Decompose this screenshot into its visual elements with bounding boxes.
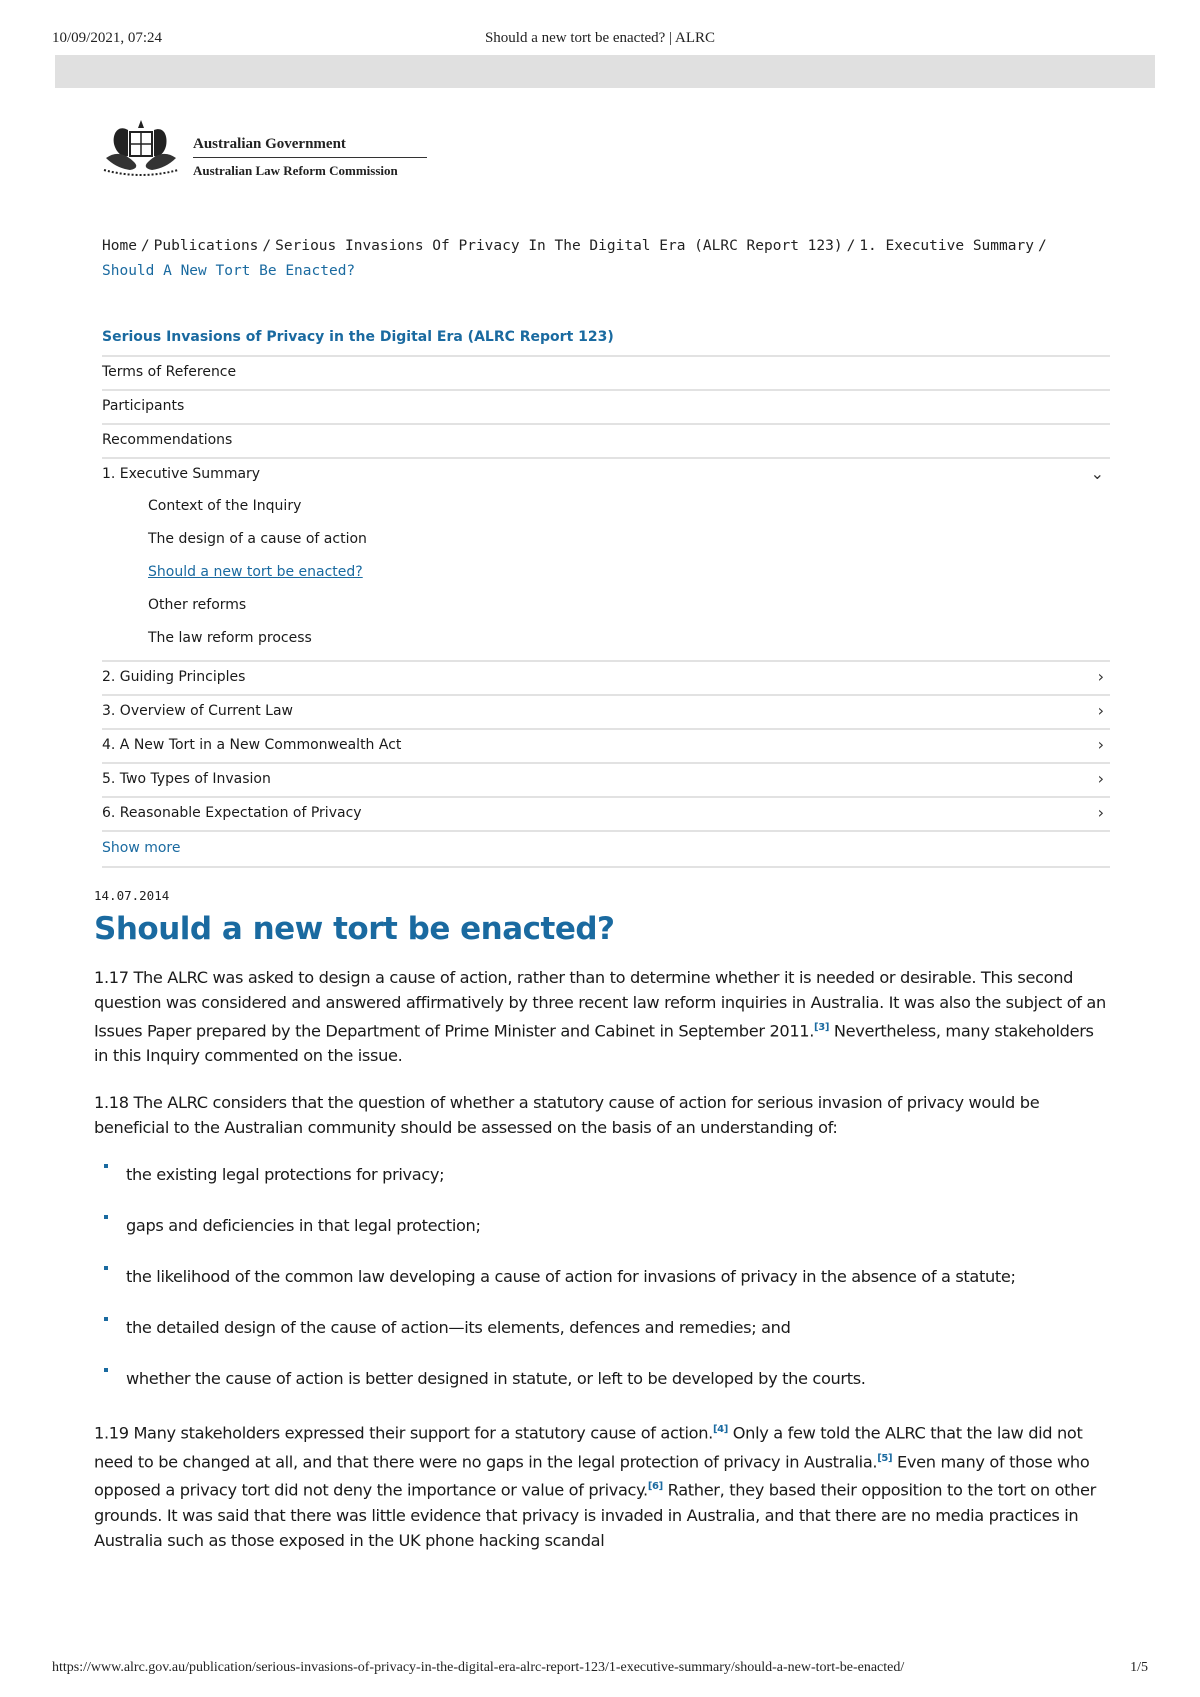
logo-commission: Australian Law Reform Commission	[193, 163, 398, 178]
list-item: gaps and deficiencies in that legal protection;	[94, 1213, 1110, 1238]
article	[94, 888, 1110, 1575]
nav-item-two-types[interactable]: 5. Two Types of Invasion ›	[102, 764, 1110, 798]
nav-subitem-context[interactable]: Context of the Inquiry	[148, 498, 302, 514]
paragraph-1-17: 1.17 The ALRC was asked to design a cause of action, rather than to determine whether it is needed or desirable. This second question was considered and answered affirmatively by three recent law reform inquiries in Australia. It was also the subject of an Issues Paper prepared by the Department of Prime Minister and Cabinet in September 2011.[3] Nevertheless, many stakeholders in this Inquiry commented on the issue.	[94, 968, 1106, 1066]
nav-item-executive-summary[interactable]: 1. Executive Summary ⌄	[102, 459, 1110, 491]
top-bar	[55, 55, 1155, 88]
paragraph-1-18: 1.18 The ALRC considers that the question of whether a statutory cause of action for serious invasion of privacy would be beneficial to the Australian community should be assessed on the basis of an understanding of:	[94, 1093, 1040, 1138]
chevron-right-icon[interactable]: ›	[1097, 735, 1104, 754]
nav-item-new-tort-act[interactable]: 4. A New Tort in a New Commonwealth Act ›	[102, 730, 1110, 764]
chevron-right-icon[interactable]: ›	[1097, 769, 1104, 788]
coat-of-arms-icon	[100, 118, 182, 180]
logo-divider	[193, 157, 427, 158]
nav-item-current-law[interactable]: 3. Overview of Current Law ›	[102, 696, 1110, 730]
breadcrumb-report[interactable]: Serious Invasions Of Privacy In The Digital Era (ALRC Report 123)	[275, 238, 843, 254]
nav-item-expectation[interactable]: 6. Reasonable Expectation of Privacy ›	[102, 798, 1110, 832]
footnote-link[interactable]: [5]	[877, 1452, 893, 1464]
chevron-right-icon[interactable]: ›	[1097, 803, 1104, 822]
article-date: 14.07.2014	[94, 888, 170, 903]
nav-item-terms[interactable]: Terms of Reference	[102, 357, 1110, 391]
nav-subitem-design[interactable]: The design of a cause of action	[148, 531, 367, 547]
print-url: https://www.alrc.gov.au/publication/serious-invasions-of-privacy-in-the-digital-era-alrc-report-123/1-executive-summary/should-a-new-tort-be-enacted/	[52, 1660, 905, 1675]
breadcrumb-home[interactable]: Home	[102, 238, 137, 254]
nav-subitem-law-reform-process[interactable]: The law reform process	[148, 630, 312, 646]
show-more-link[interactable]: Show more	[102, 832, 1110, 868]
page-title: Should a new tort be enacted?	[94, 911, 615, 947]
nav-item-participants[interactable]: Participants	[102, 391, 1110, 425]
print-title: Should a new tort be enacted? | ALRC	[484, 30, 716, 46]
print-page-number: 1/5	[1130, 1660, 1148, 1675]
footnote-link[interactable]: [3]	[814, 1022, 830, 1033]
criteria-list	[94, 1162, 1110, 1391]
list-item: the existing legal protections for privacy;	[94, 1162, 1110, 1187]
chevron-right-icon[interactable]: ›	[1097, 701, 1104, 720]
breadcrumb: Home / Publications / Serious Invasions Of Privacy In The Digital Era (ALRC Report 123) / 1. Executive Summary / Should A New Tort Be Enacted?	[102, 238, 1047, 279]
print-footer	[52, 1660, 1148, 1680]
list-item: the detailed design of the cause of action—its elements, defences and remedies; and	[94, 1315, 1110, 1340]
list-item: whether the cause of action is better designed in statute, or left to be developed by the courts.	[94, 1366, 1110, 1391]
breadcrumb-current: Should A New Tort Be Enacted?	[102, 263, 356, 279]
nav-subitem-other-reforms[interactable]: Other reforms	[148, 597, 247, 613]
list-item: the likelihood of the common law developing a cause of action for invasions of privacy in the absence of a statute;	[94, 1264, 1110, 1289]
paragraph-1-19: 1.19 Many stakeholders expressed their support for a statutory cause of action.[4] Only a few told the ALRC that the law did not need to be changed at all, and that there were no gaps in the legal protection of privacy in Australia.[5] Even many of those who opposed a privacy tort did not deny the importance or value of privacy.[6] Rather, they based their opposition to the tort on other grounds. It was said that there was little evidence that privacy is invaded in Australia, and that there are no media practices in Australia such as those exposed in the UK phone hacking scandal	[94, 1423, 1096, 1550]
breadcrumb-chapter[interactable]: 1. Executive Summary	[859, 238, 1034, 254]
site-logo[interactable]	[100, 118, 440, 188]
print-header	[52, 30, 1148, 50]
chevron-right-icon[interactable]: ›	[1097, 667, 1104, 686]
chevron-down-icon[interactable]: ⌄	[1090, 464, 1104, 483]
breadcrumb-publications[interactable]: Publications	[153, 238, 259, 254]
nav-subitem-new-tort[interactable]: Should a new tort be enacted?	[148, 564, 363, 580]
report-navigation	[102, 325, 1110, 868]
logo-government: Australian Government	[193, 136, 346, 152]
nav-item-guiding-principles[interactable]: 2. Guiding Principles ›	[102, 662, 1110, 696]
footnote-link[interactable]: [4]	[712, 1424, 728, 1436]
footnote-link[interactable]: [6]	[647, 1481, 663, 1493]
nav-heading[interactable]: Serious Invasions of Privacy in the Digital Era (ALRC Report 123)	[102, 325, 1110, 357]
nav-sub-list	[102, 491, 1110, 662]
print-date: 10/09/2021, 07:24	[52, 30, 163, 46]
nav-item-recommendations[interactable]: Recommendations	[102, 425, 1110, 459]
